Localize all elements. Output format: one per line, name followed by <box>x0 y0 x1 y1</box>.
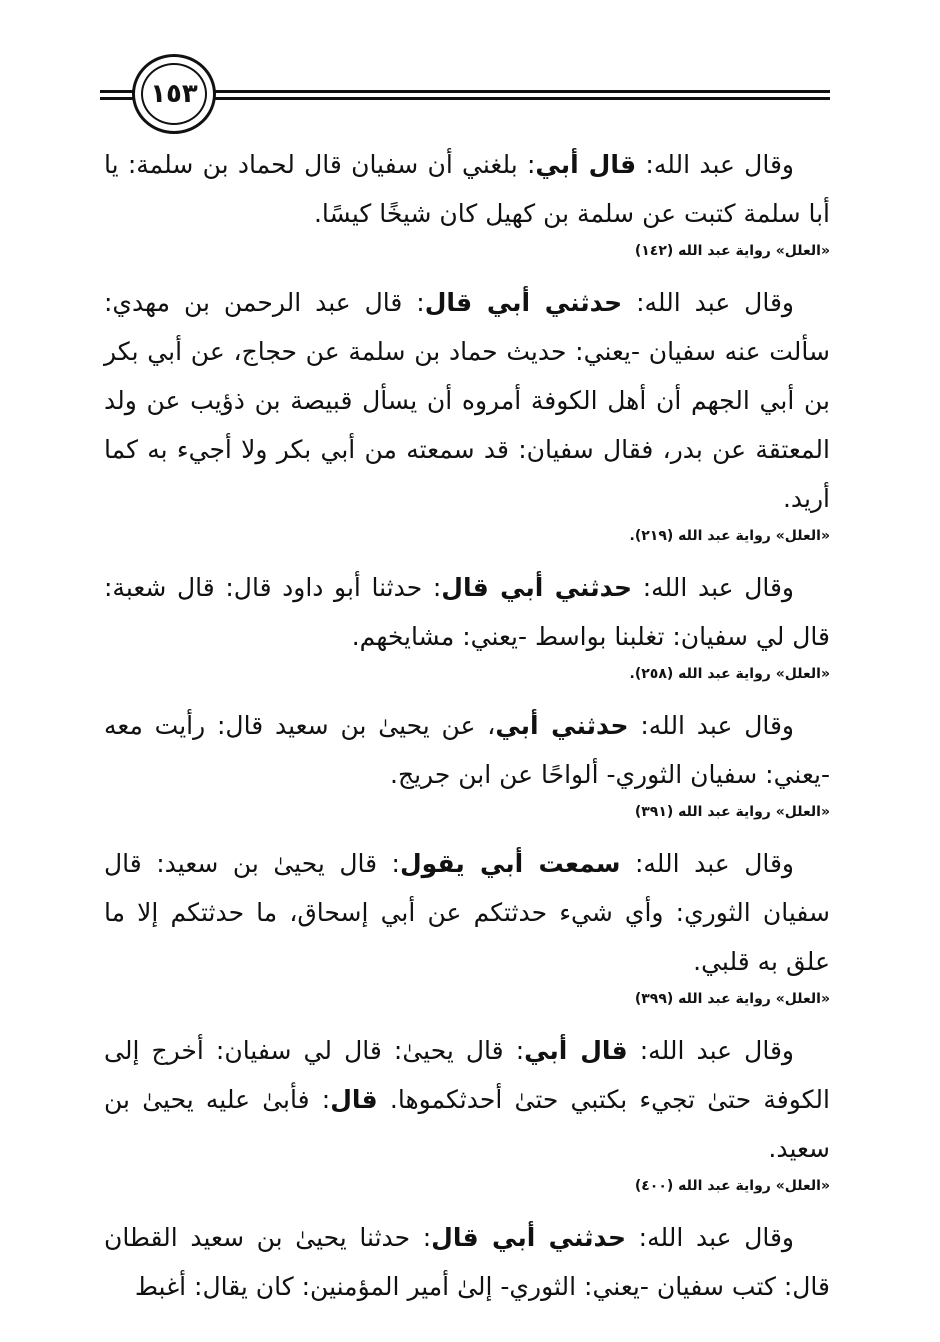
narration-text <box>104 563 830 661</box>
narration-body: : بلغني أن سفيان قال لحماد بن سلمة: يا أبا سلمة كتبت عن سلمة بن كهيل كان شيخًا كيسًا. <box>104 150 830 228</box>
source-citation: «العلل» رواية عبد الله (٢٥٨). <box>629 666 830 682</box>
narration-entry <box>104 1026 830 1199</box>
narration-body: : فأبىٰ عليه يحيىٰ بن سعيد. <box>104 1085 830 1163</box>
narration-body: : قال عبد الرحمن بن مهدي: سألت عنه سفيان -يعني: حديث حماد بن سلمة عن حجاج، عن أبي بكر بن أبي الجهم أن أهل الكوفة أمروه أن يسأل قبيصة بن ذؤيب عن ولد المعتقة عن بدر، فقال سفيان: قد سمعته من أبي بكر ولا أجيء به كما أريد. <box>104 288 830 513</box>
narration-intro: وقال عبد الله: <box>626 1223 794 1252</box>
narration-entry <box>104 701 830 825</box>
narration-text <box>104 278 830 523</box>
narration-text <box>104 140 830 238</box>
narration-entry <box>104 563 830 687</box>
narration-intro: وقال عبد الله: <box>632 573 794 602</box>
page-header <box>100 52 830 138</box>
source-citation: «العلل» رواية عبد الله (٢١٩). <box>629 528 830 544</box>
narration-body: : قال يحيىٰ بن سعيد: قال سفيان الثوري: وأي شيء حدثتكم عن أبي إسحاق، ما حدثتكم إلا ما علق به قلبي. <box>104 849 830 976</box>
narration-bold-phrase: قال أبي <box>535 150 637 179</box>
narration-entry <box>104 278 830 549</box>
narration-intro: وقال عبد الله: <box>636 150 794 179</box>
source-citation: «العلل» رواية عبد الله (٣٩٩) <box>634 991 830 1007</box>
source-citation: «العلل» رواية عبد الله (١٤٢) <box>634 243 830 259</box>
narration-intro: وقال عبد الله: <box>620 849 795 878</box>
narration-body: : قال يحيىٰ: قال لي سفيان: أخرج إلى الكوفة حتىٰ تجيء بكتبي حتىٰ أحدثكموها. <box>104 1036 830 1114</box>
narration-bold-phrase: حدثني أبي قال <box>441 573 633 602</box>
narration-entry <box>104 1213 830 1311</box>
narration-text <box>104 839 830 986</box>
narration-body: ، عن يحيىٰ بن سعيد قال: رأيت معه -يعني: سفيان الثوري- ألواحًا عن ابن جريج. <box>104 711 830 789</box>
narration-text <box>104 1213 830 1311</box>
page-number: ١٥٣ <box>150 79 198 109</box>
narration-bold-phrase: حدثني أبي قال <box>431 1223 627 1252</box>
narration-bold-phrase: قال أبي <box>524 1036 628 1065</box>
page-body <box>104 140 830 1311</box>
narration-body: : حدثنا أبو داود قال: قال شعبة: قال لي سفيان: تغلبنا بواسط -يعني: مشايخهم. <box>104 573 830 651</box>
page-number-badge-inner <box>141 63 207 125</box>
narration-entry <box>104 839 830 1012</box>
page-number-badge <box>132 54 216 134</box>
narration-intro: وقال عبد الله: <box>627 1036 794 1065</box>
narration-entry <box>104 140 830 264</box>
narration-text <box>104 701 830 799</box>
source-citation: «العلل» رواية عبد الله (٣٩١) <box>634 804 830 820</box>
narration-body: : حدثنا يحيىٰ بن سعيد القطان قال: كتب سفيان -يعني: الثوري- إلىٰ أمير المؤمنين: كان يقال: أغبط <box>104 1223 830 1301</box>
narration-bold-phrase: حدثني أبي <box>495 711 629 740</box>
narration-bold-phrase: حدثني أبي قال <box>424 288 623 317</box>
source-citation: «العلل» رواية عبد الله (٤٠٠) <box>634 1178 830 1194</box>
narration-bold-phrase: سمعت أبي يقول <box>399 849 621 878</box>
narration-intro: وقال عبد الله: <box>628 711 795 740</box>
narration-bold-phrase: قال <box>330 1085 378 1114</box>
narration-text <box>104 1026 830 1173</box>
narration-intro: وقال عبد الله: <box>622 288 794 317</box>
